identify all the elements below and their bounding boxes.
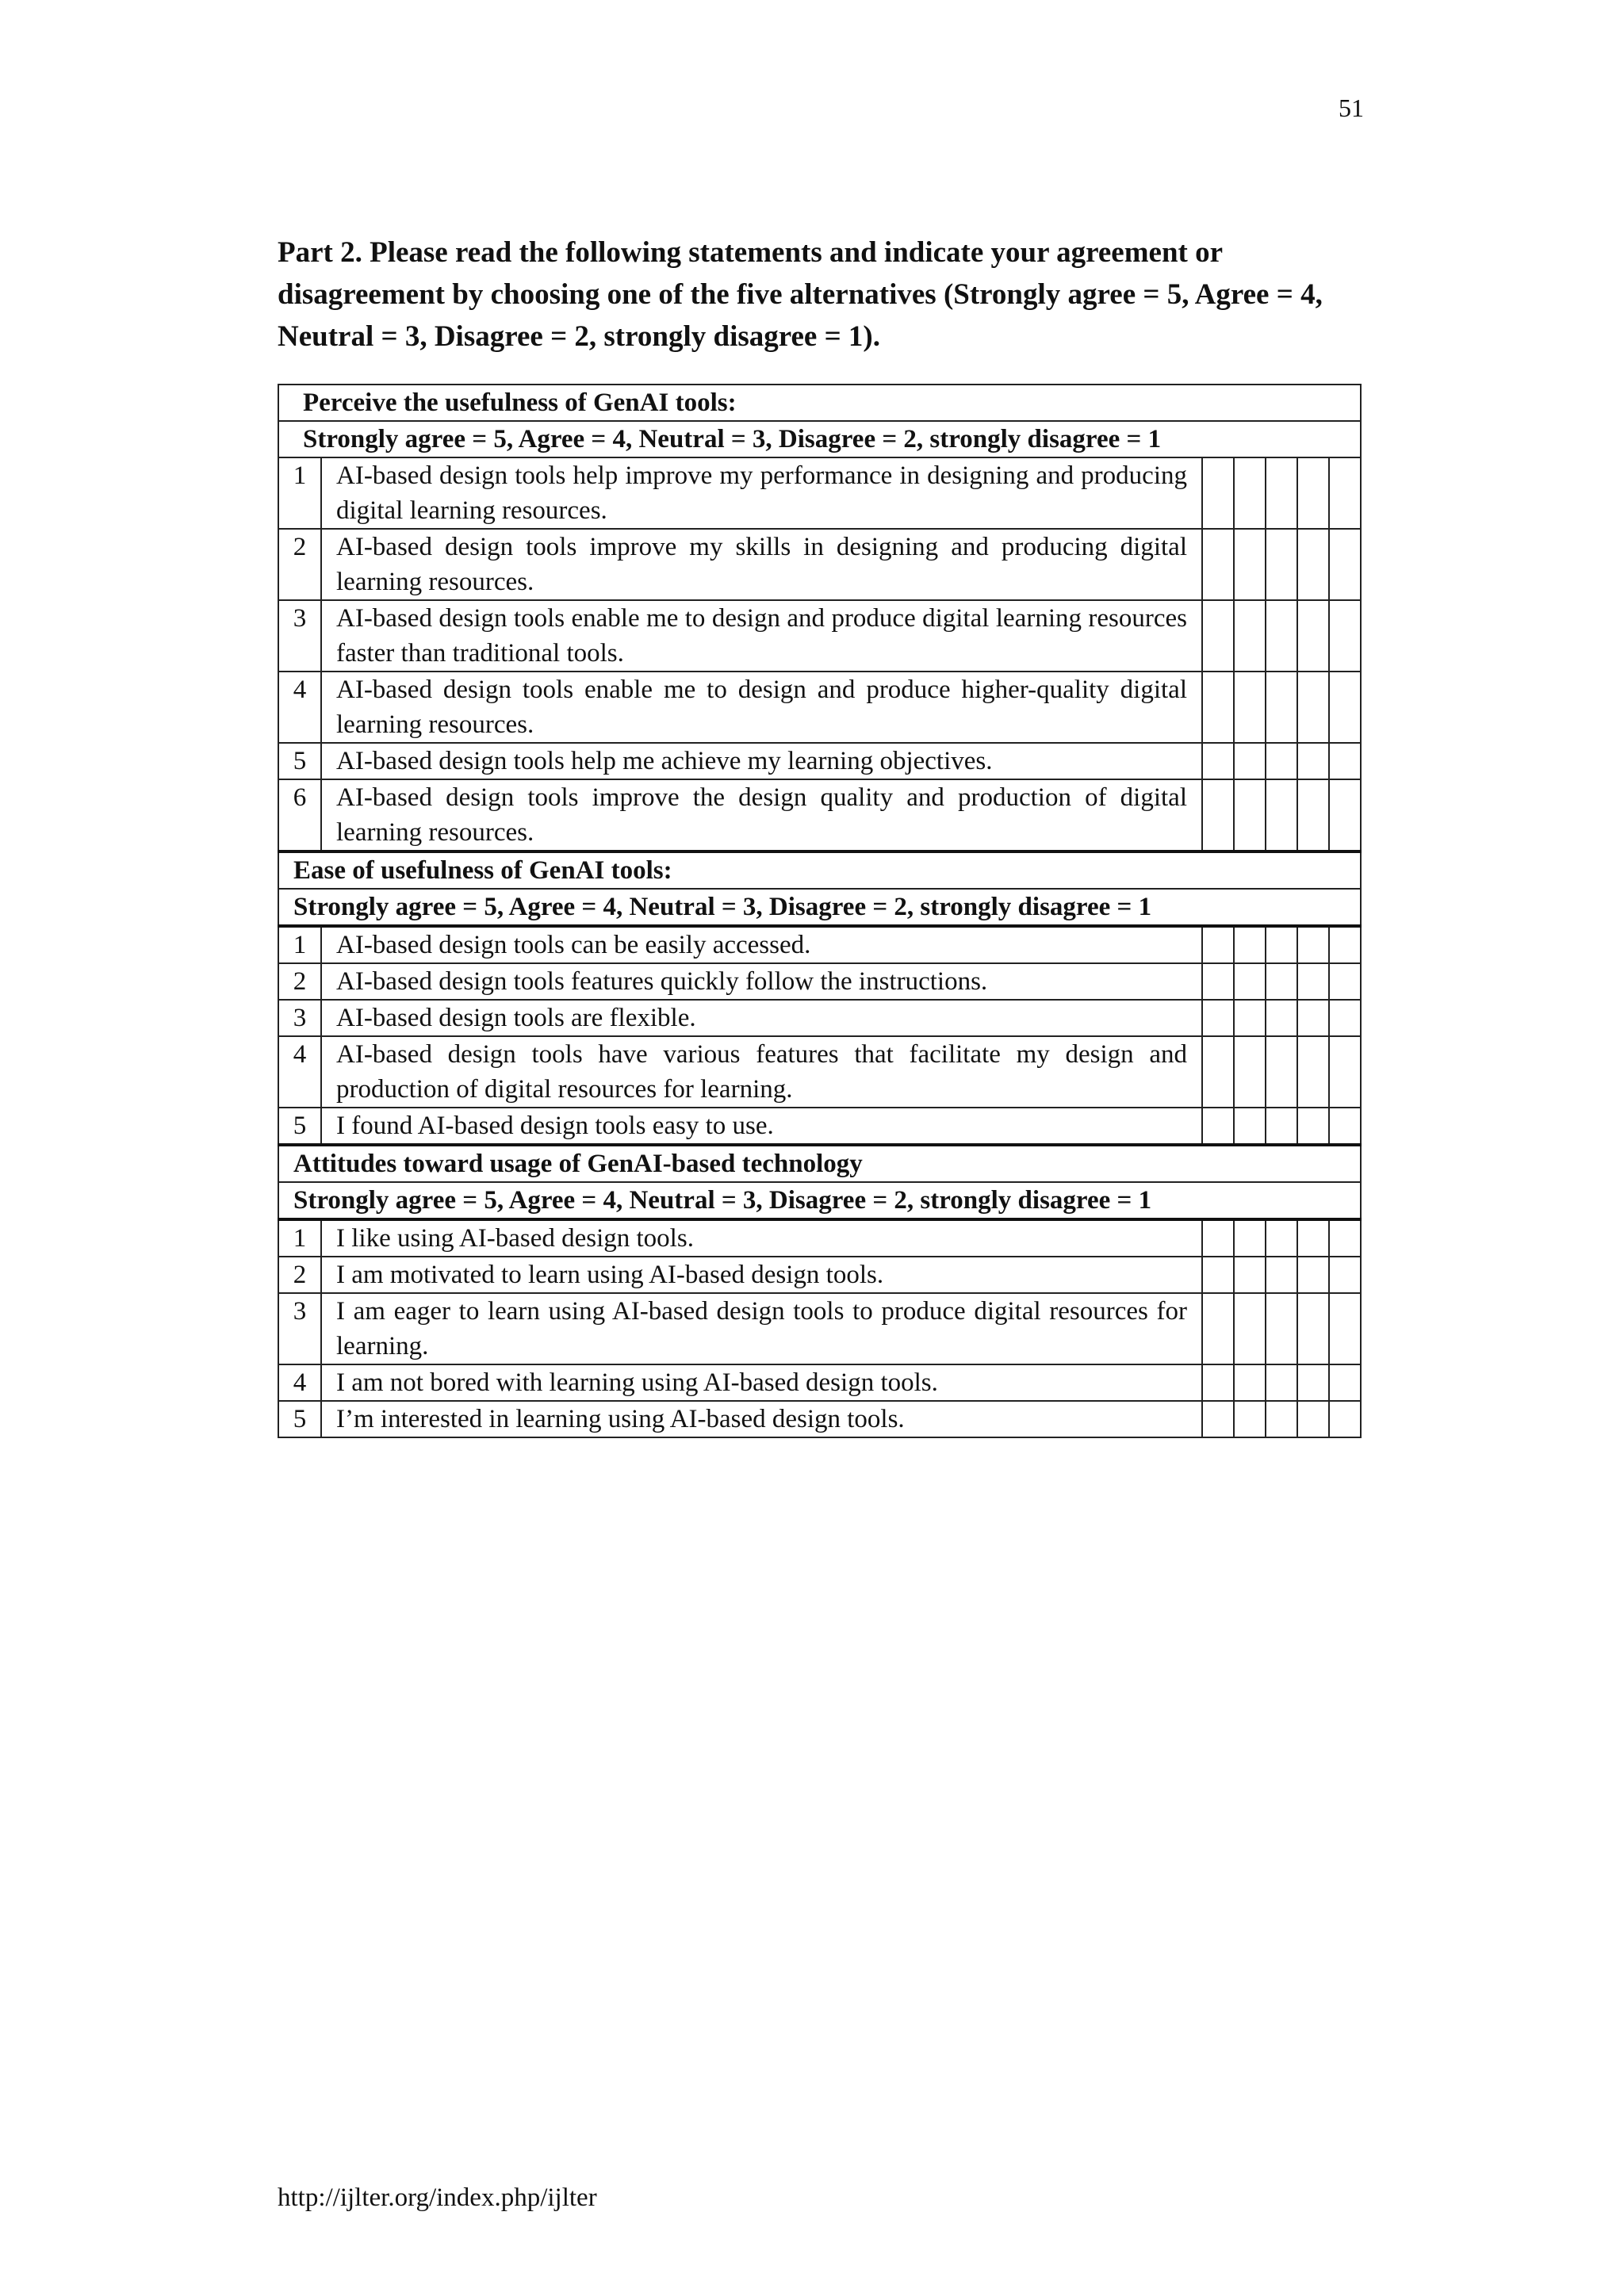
- rating-cell-5[interactable]: [1202, 600, 1234, 672]
- rating-cell-1[interactable]: [1329, 672, 1361, 743]
- rating-cell-3[interactable]: [1266, 457, 1297, 529]
- item-statement: AI-based design tools enable me to design and produce digital learning resources faster than traditional tools.: [321, 600, 1202, 672]
- rating-cell-4[interactable]: [1234, 1219, 1266, 1257]
- rating-cell-3[interactable]: [1266, 1108, 1297, 1145]
- rating-cell-4[interactable]: [1234, 1108, 1266, 1145]
- rating-cell-3[interactable]: [1266, 1401, 1297, 1437]
- survey-item-row: [278, 1293, 1361, 1364]
- section-title-row: [278, 851, 1361, 889]
- item-statement: AI-based design tools help me achieve my learning objectives.: [321, 743, 1202, 779]
- rating-cell-1[interactable]: [1329, 743, 1361, 779]
- footer-url: http://ijlter.org/index.php/ijlter: [278, 2183, 597, 2212]
- item-statement: AI-based design tools are flexible.: [321, 1000, 1202, 1036]
- item-statement: AI-based design tools have various features that facilitate my design and production of digital resources for learning.: [321, 1036, 1202, 1108]
- rating-cell-3[interactable]: [1266, 1219, 1297, 1257]
- rating-cell-1[interactable]: [1329, 779, 1361, 851]
- item-statement: AI-based design tools features quickly follow the instructions.: [321, 963, 1202, 1000]
- rating-cell-3[interactable]: [1266, 1257, 1297, 1293]
- rating-cell-1[interactable]: [1329, 1293, 1361, 1364]
- rating-cell-2[interactable]: [1297, 963, 1329, 1000]
- rating-cell-1[interactable]: [1329, 529, 1361, 600]
- item-number: 2: [278, 1257, 321, 1293]
- survey-item-row: [278, 672, 1361, 743]
- section-scale-row: [278, 421, 1361, 457]
- survey-item-row: [278, 1401, 1361, 1437]
- rating-cell-5[interactable]: [1202, 1293, 1234, 1364]
- rating-cell-4[interactable]: [1234, 963, 1266, 1000]
- rating-cell-1[interactable]: [1329, 1108, 1361, 1145]
- section-title: Ease of usefulness of GenAI tools:: [278, 851, 1361, 889]
- likert-survey-table: [278, 384, 1362, 1438]
- section-title: Attitudes toward usage of GenAI-based technology: [278, 1145, 1361, 1182]
- rating-cell-4[interactable]: [1234, 743, 1266, 779]
- section-scale: Strongly agree = 5, Agree = 4, Neutral = 3, Disagree = 2, strongly disagree = 1: [278, 421, 1361, 457]
- rating-cell-4[interactable]: [1234, 457, 1266, 529]
- rating-cell-1[interactable]: [1329, 926, 1361, 963]
- rating-cell-1[interactable]: [1329, 600, 1361, 672]
- item-number: 4: [278, 1364, 321, 1401]
- item-number: 4: [278, 672, 321, 743]
- rating-cell-5[interactable]: [1202, 1364, 1234, 1401]
- rating-cell-3[interactable]: [1266, 529, 1297, 600]
- rating-cell-5[interactable]: [1202, 1036, 1234, 1108]
- rating-cell-1[interactable]: [1329, 1364, 1361, 1401]
- rating-cell-3[interactable]: [1266, 1293, 1297, 1364]
- rating-cell-3[interactable]: [1266, 1000, 1297, 1036]
- rating-cell-2[interactable]: [1297, 779, 1329, 851]
- part-2-instructions: Part 2. Please read the following statements and indicate your agreement or disagreement by choosing one of the five alternatives (Strongly agree = 5, Agree = 4, Neutral = 3, Disagree = 2, strongly disagree = 1).: [278, 236, 1323, 353]
- rating-cell-5[interactable]: [1202, 779, 1234, 851]
- rating-cell-1[interactable]: [1329, 1257, 1361, 1293]
- item-number: 1: [278, 926, 321, 963]
- section-scale: Strongly agree = 5, Agree = 4, Neutral = 3, Disagree = 2, strongly disagree = 1: [278, 1182, 1361, 1219]
- section-scale-row: [278, 889, 1361, 926]
- item-number: 3: [278, 1293, 321, 1364]
- page-number: 51: [1339, 94, 1364, 122]
- rating-cell-1[interactable]: [1329, 457, 1361, 529]
- item-statement: I am eager to learn using AI-based design tools to produce digital resources for learning.: [321, 1293, 1202, 1364]
- item-number: 6: [278, 779, 321, 851]
- rating-cell-2[interactable]: [1297, 1401, 1329, 1437]
- rating-cell-3[interactable]: [1266, 672, 1297, 743]
- survey-item-row: [278, 1108, 1361, 1145]
- survey-item-row: [278, 1364, 1361, 1401]
- rating-cell-5[interactable]: [1202, 926, 1234, 963]
- rating-cell-2[interactable]: [1297, 600, 1329, 672]
- item-number: 1: [278, 457, 321, 529]
- rating-cell-3[interactable]: [1266, 743, 1297, 779]
- survey-item-row: [278, 926, 1361, 963]
- item-number: 5: [278, 743, 321, 779]
- rating-cell-4[interactable]: [1234, 1257, 1266, 1293]
- item-statement: I like using AI-based design tools.: [321, 1219, 1202, 1257]
- rating-cell-4[interactable]: [1234, 672, 1266, 743]
- rating-cell-5[interactable]: [1202, 457, 1234, 529]
- section-scale-row: [278, 1182, 1361, 1219]
- rating-cell-2[interactable]: [1297, 529, 1329, 600]
- rating-cell-5[interactable]: [1202, 529, 1234, 600]
- rating-cell-2[interactable]: [1297, 1364, 1329, 1401]
- item-number: 2: [278, 529, 321, 600]
- item-number: 5: [278, 1108, 321, 1145]
- rating-cell-5[interactable]: [1202, 1257, 1234, 1293]
- section-title-row: [278, 1145, 1361, 1182]
- rating-cell-5[interactable]: [1202, 743, 1234, 779]
- item-number: 3: [278, 600, 321, 672]
- survey-item-row: [278, 743, 1361, 779]
- rating-cell-5[interactable]: [1202, 672, 1234, 743]
- item-statement: AI-based design tools enable me to design and produce higher-quality digital learning resources.: [321, 672, 1202, 743]
- rating-cell-1[interactable]: [1329, 1401, 1361, 1437]
- item-statement: I found AI-based design tools easy to use.: [321, 1108, 1202, 1145]
- survey-item-row: [278, 963, 1361, 1000]
- rating-cell-1[interactable]: [1329, 1036, 1361, 1108]
- rating-cell-5[interactable]: [1202, 1219, 1234, 1257]
- rating-cell-5[interactable]: [1202, 1000, 1234, 1036]
- survey-item-row: [278, 779, 1361, 851]
- rating-cell-2[interactable]: [1297, 672, 1329, 743]
- rating-cell-4[interactable]: [1234, 1401, 1266, 1437]
- survey-table-body: [278, 385, 1361, 1437]
- rating-cell-2[interactable]: [1297, 1108, 1329, 1145]
- item-number: 4: [278, 1036, 321, 1108]
- rating-cell-2[interactable]: [1297, 926, 1329, 963]
- rating-cell-1[interactable]: [1329, 1219, 1361, 1257]
- rating-cell-3[interactable]: [1266, 1364, 1297, 1401]
- section-title-row: [278, 385, 1361, 421]
- rating-cell-3[interactable]: [1266, 600, 1297, 672]
- item-statement: AI-based design tools improve the design quality and production of digital learning resources.: [321, 779, 1202, 851]
- rating-cell-5[interactable]: [1202, 1401, 1234, 1437]
- item-statement: AI-based design tools can be easily accessed.: [321, 926, 1202, 963]
- item-statement: I am motivated to learn using AI-based design tools.: [321, 1257, 1202, 1293]
- rating-cell-3[interactable]: [1266, 926, 1297, 963]
- rating-cell-2[interactable]: [1297, 1257, 1329, 1293]
- item-statement: I am not bored with learning using AI-based design tools.: [321, 1364, 1202, 1401]
- rating-cell-2[interactable]: [1297, 1036, 1329, 1108]
- item-statement: AI-based design tools help improve my performance in designing and producing digital learning resources.: [321, 457, 1202, 529]
- item-number: 1: [278, 1219, 321, 1257]
- rating-cell-1[interactable]: [1329, 1000, 1361, 1036]
- rating-cell-4[interactable]: [1234, 600, 1266, 672]
- item-number: 5: [278, 1401, 321, 1437]
- rating-cell-4[interactable]: [1234, 926, 1266, 963]
- rating-cell-3[interactable]: [1266, 779, 1297, 851]
- survey-item-row: [278, 1036, 1361, 1108]
- rating-cell-4[interactable]: [1234, 1036, 1266, 1108]
- item-statement: AI-based design tools improve my skills in designing and producing digital learning resources.: [321, 529, 1202, 600]
- rating-cell-4[interactable]: [1234, 529, 1266, 600]
- survey-item-row: [278, 1000, 1361, 1036]
- rating-cell-5[interactable]: [1202, 1108, 1234, 1145]
- section-title: Perceive the usefulness of GenAI tools:: [278, 385, 1361, 421]
- rating-cell-5[interactable]: [1202, 963, 1234, 1000]
- rating-cell-2[interactable]: [1297, 1219, 1329, 1257]
- rating-cell-2[interactable]: [1297, 1000, 1329, 1036]
- survey-item-row: [278, 600, 1361, 672]
- rating-cell-4[interactable]: [1234, 1293, 1266, 1364]
- survey-item-row: [278, 457, 1361, 529]
- rating-cell-2[interactable]: [1297, 457, 1329, 529]
- rating-cell-4[interactable]: [1234, 779, 1266, 851]
- survey-item-row: [278, 529, 1361, 600]
- section-scale: Strongly agree = 5, Agree = 4, Neutral = 3, Disagree = 2, strongly disagree = 1: [278, 889, 1361, 926]
- survey-item-row: [278, 1219, 1361, 1257]
- item-number: 3: [278, 1000, 321, 1036]
- rating-cell-1[interactable]: [1329, 963, 1361, 1000]
- survey-item-row: [278, 1257, 1361, 1293]
- rating-cell-4[interactable]: [1234, 1364, 1266, 1401]
- item-number: 2: [278, 963, 321, 1000]
- rating-cell-3[interactable]: [1266, 1036, 1297, 1108]
- item-statement: I’m interested in learning using AI-based design tools.: [321, 1401, 1202, 1437]
- rating-cell-2[interactable]: [1297, 1293, 1329, 1364]
- rating-cell-2[interactable]: [1297, 743, 1329, 779]
- rating-cell-4[interactable]: [1234, 1000, 1266, 1036]
- rating-cell-3[interactable]: [1266, 963, 1297, 1000]
